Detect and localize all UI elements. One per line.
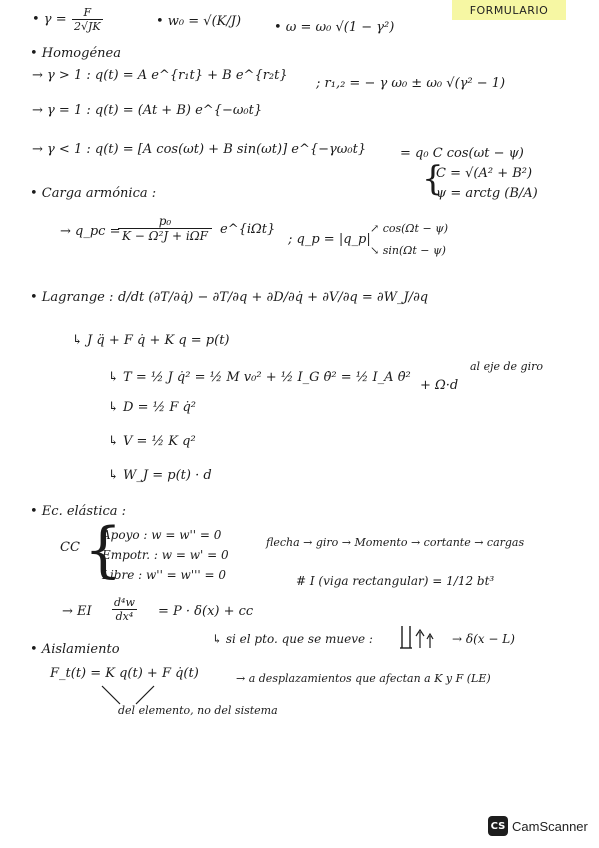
elastica-libre: Libre : w'' = w''' = 0 bbox=[102, 568, 227, 582]
elastica-deriv bbox=[112, 596, 137, 623]
lagrange-equation: d/dt (∂T/∂q̇) − ∂T/∂q + ∂D/∂q̇ + ∂V/∂q = ∂W_J/∂q bbox=[118, 290, 429, 305]
lagrange-work: ↳ W_J = p(t) · d bbox=[108, 468, 212, 483]
aislamiento-note: → a desplazamientos que afectan a K y F (LE) bbox=[236, 672, 491, 685]
psi-definition: ψ = arctg (B/A) bbox=[436, 186, 538, 201]
carga-side: ; q_p = |q_p| bbox=[288, 232, 371, 247]
carga-title: • Carga armónica : bbox=[30, 186, 157, 201]
homogenea-case-3-side: = q₀ C cos(ωt − ψ) bbox=[400, 146, 524, 161]
gamma-numerator: F bbox=[72, 6, 103, 20]
gamma-denominator: 2√JK bbox=[74, 20, 101, 33]
gamma-fraction bbox=[72, 6, 103, 33]
carga-denominator: K − Ω²J + iΩF bbox=[121, 229, 208, 243]
aislamiento-equation: F_t(t) = K q(t) + F q̇(t) bbox=[50, 666, 199, 681]
elastica-ei: → EI bbox=[62, 604, 92, 619]
elastica-deriv-n: d⁴w bbox=[114, 596, 135, 609]
lagrange-motion-eq: ↳ J q̈ + F q̇ + K q = p(t) bbox=[72, 333, 230, 348]
lagrange-kinetic: ↳ T = ½ J q̇² = ½ M v₀² + ½ I_G θ̇² = ½ I_A θ̇² bbox=[108, 370, 411, 385]
cs-icon: CS bbox=[488, 816, 508, 836]
gamma-lhs: • γ = bbox=[32, 12, 67, 27]
lagrange-kinetic-side: + Ω·d bbox=[420, 378, 459, 393]
elastica-empotr: Empotr. : w = w' = 0 bbox=[102, 548, 229, 562]
formulario-badge: FORMULARIO bbox=[452, 0, 566, 20]
w0-formula: • w₀ = √(K/J) bbox=[156, 14, 242, 29]
elastica-rhs: = P · δ(x) + cc bbox=[158, 604, 254, 619]
lagrange-title: • Lagrange : bbox=[30, 290, 114, 305]
elastica-brace: { bbox=[84, 515, 123, 585]
aislamiento-footnote: del elemento, no del sistema bbox=[118, 704, 278, 717]
carga-cos: ↗ cos(Ωt − ψ) bbox=[370, 222, 449, 235]
elastica-inertia: # I (viga rectangular) = 1/12 bt³ bbox=[296, 574, 495, 588]
homogenea-case-1: → γ > 1 : q(t) = A e^{r₁t} + B e^{r₂t} bbox=[32, 68, 288, 83]
w-formula: • ω = ω₀ √(1 − γ²) bbox=[274, 20, 395, 35]
lagrange-dissipation: ↳ D = ½ F q̇² bbox=[108, 400, 197, 415]
aislamiento-title: • Aislamiento bbox=[30, 642, 120, 657]
c-definition: C = √(A² + B²) bbox=[436, 166, 533, 181]
elastica-chain-note: flecha → giro → Momento → cortante → cargas bbox=[266, 536, 525, 549]
carga-sin: ↘ sin(Ωt − ψ) bbox=[370, 244, 446, 257]
elastica-moving-rhs: → δ(x − L) bbox=[452, 632, 515, 646]
camscanner-text: CamScanner bbox=[512, 818, 588, 834]
elastica-apoyo: Apoyo : w = w'' = 0 bbox=[102, 528, 222, 542]
camscanner-logo bbox=[488, 816, 588, 836]
lagrange-potential: ↳ V = ½ K q² bbox=[108, 434, 196, 449]
lagrange-kinetic-note: al eje de giro bbox=[470, 360, 543, 373]
carga-exponential: e^{iΩt} bbox=[220, 222, 276, 237]
homogenea-roots: ; r₁,₂ = − γ ω₀ ± ω₀ √(γ² − 1) bbox=[316, 76, 506, 91]
beam-point-load-sketch bbox=[396, 622, 442, 652]
elastica-moving: ↳ si el pto. que se mueve : bbox=[212, 632, 373, 646]
homogenea-case-3: → γ < 1 : q(t) = [A cos(ωt) + B sin(ωt)] e^{−γω₀t} bbox=[32, 142, 367, 157]
carga-numerator: p₀ bbox=[118, 214, 212, 229]
elastica-deriv-d: dx⁴ bbox=[115, 610, 134, 623]
carga-lhs: → q_pc = bbox=[60, 224, 121, 239]
homogenea-title: • Homogénea bbox=[30, 46, 121, 61]
c-psi-brace: { bbox=[422, 159, 444, 199]
carga-fraction bbox=[118, 214, 212, 243]
homogenea-case-2: → γ = 1 : q(t) = (At + B) e^{−ω₀t} bbox=[32, 103, 263, 118]
elastica-cc: CC bbox=[60, 540, 80, 555]
elastica-title: • Ec. elástica : bbox=[30, 504, 127, 519]
